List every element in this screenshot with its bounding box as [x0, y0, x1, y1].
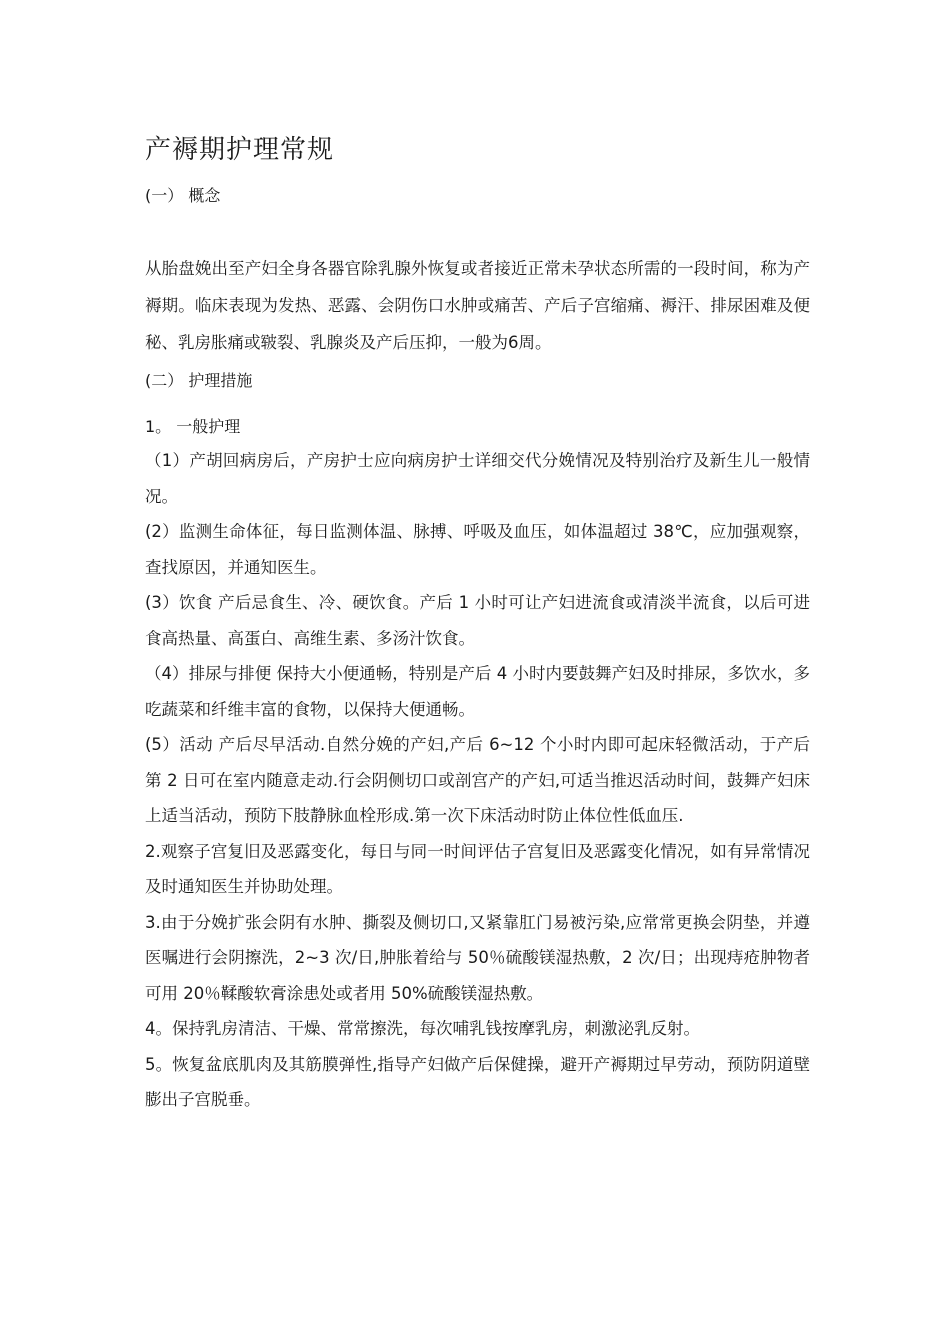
section-heading-concept: (一） 概念 — [145, 186, 221, 205]
document-body — [145, 128, 810, 1118]
care-item: （4）排尿与排便 保持大小便通畅，特别是产后 4 小时内要鼓舞产妇及时排尿，多饮水，多吃蔬菜和纤维丰富的食物，以保持大便通畅。 — [145, 664, 810, 719]
care-item: 2.观察子宫复旧及恶露变化，每日与同一时间评估子宫复旧及恶露变化情况，如有异常情况及时通知医生并协助处理。 — [145, 841, 810, 896]
general-care-heading: 1。 一般护理 — [145, 417, 241, 436]
care-item: 4。保持乳房清洁、干燥、常常擦洗，每次哺乳钱按摩乳房，刺激泌乳反射。 — [145, 1019, 700, 1038]
care-item: (2）监测生命体征，每日监测体温、脉搏、呼吸及血压，如体温超过 38℃，应加强观察，查找原因，并通知医生。 — [145, 522, 810, 577]
section-heading-nursing-measures: (二） 护理措施 — [145, 371, 253, 390]
care-item: （1）产胡回病房后，产房护士应向病房护士详细交代分娩情况及特别治疗及新生儿一般情况。 — [145, 451, 810, 506]
care-item: (5）活动 产后尽早活动.自然分娩的产妇,产后 6~12 个小时内即可起床轻微活动，于产后第 2 日可在室内随意走动.行会阴侧切口或剖宫产的产妇,可适当推迟活动时间，鼓舞产妇床上适当活动，预防下肢静脉血栓形成.第一次下床活动时防止体位性低血压. — [145, 735, 810, 825]
concept-paragraph: 从胎盘娩出至产妇全身各器官除乳腺外恢复或者接近正常未孕状态所需的一段时间，称为产褥期。临床表现为发热、恶露、会阴伤口水肿或痛苦、产后子宫缩痛、褥汗、排尿困难及便秘、乳房胀痛或皲裂、乳腺炎及产后压抑，一般为6周。 — [145, 259, 810, 352]
document-title: 产褥期护理常规 — [145, 135, 335, 165]
care-item: 5。恢复盆底肌肉及其筋膜弹性,指导产妇做产后保健操，避开产褥期过早劳动，预防阴道壁膨出子宫脱垂。 — [145, 1054, 810, 1109]
care-item: 3.由于分娩扩张会阴有水肿、撕裂及侧切口,又紧靠肛门易被污染,应常常更换会阴垫，并遵医嘱进行会阴擦洗，2~3 次/日,肿胀着给与 50％硫酸镁湿热敷，2 次/日；出现痔疮肿物者可用 20％鞣酸软膏涂患处或者用 50%硫酸镁湿热敷。 — [145, 912, 810, 1003]
care-item: (3）饮食 产后忌食生、冷、硬饮食。产后 1 小时可让产妇进流食或清淡半流食，以后可进食高热量、高蛋白、高维生素、多汤汁饮食。 — [145, 593, 810, 648]
